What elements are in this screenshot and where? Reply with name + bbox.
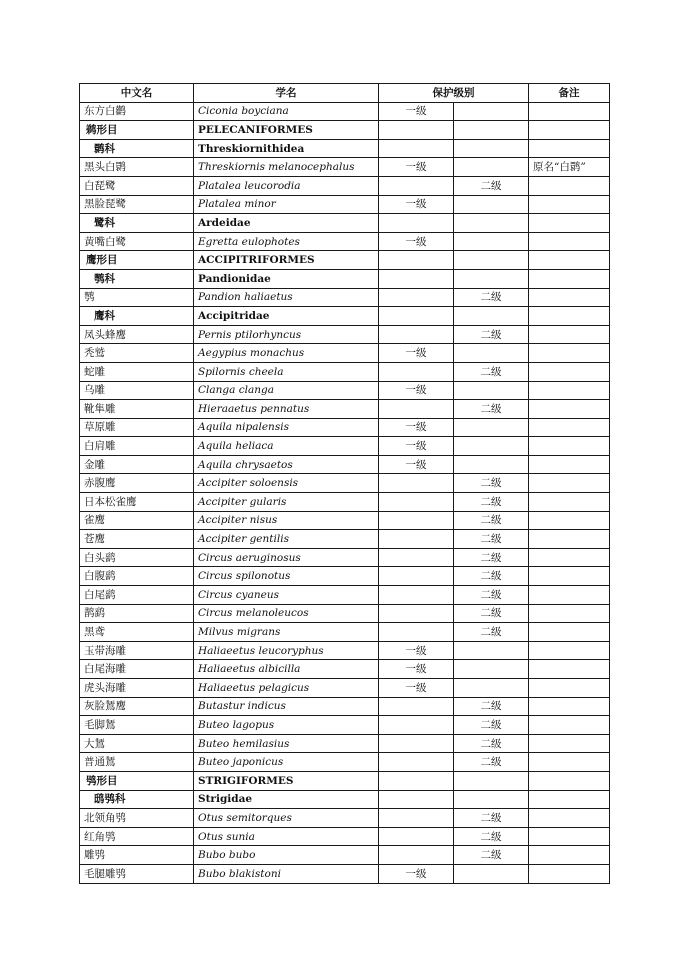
level-2-cell xyxy=(454,455,529,474)
scientific-name-cell: Strigidae xyxy=(194,790,379,809)
chinese-name-cell: 大鵟 xyxy=(80,734,194,753)
chinese-name-cell: 红角鸮 xyxy=(80,827,194,846)
level-2-cell xyxy=(454,102,529,121)
level-2-cell: 二级 xyxy=(454,586,529,605)
note-cell xyxy=(529,325,610,344)
level-2-cell: 二级 xyxy=(454,604,529,623)
table-header-row xyxy=(80,84,610,103)
chinese-name-cell: 秃鹫 xyxy=(80,344,194,363)
note-cell xyxy=(529,232,610,251)
chinese-name-cell: 白琵鹭 xyxy=(80,176,194,195)
chinese-name-cell: 黑脸琵鹭 xyxy=(80,195,194,214)
note-cell xyxy=(529,344,610,363)
level-2-cell xyxy=(454,660,529,679)
level-1-cell xyxy=(379,586,454,605)
table-row xyxy=(80,325,610,344)
level-2-cell xyxy=(454,771,529,790)
level-2-cell: 二级 xyxy=(454,325,529,344)
chinese-name-cell: 鹊鹞 xyxy=(80,604,194,623)
scientific-name-cell: Buteo japonicus xyxy=(194,753,379,772)
table-row xyxy=(80,362,610,381)
scientific-name-cell: Haliaeetus pelagicus xyxy=(194,679,379,698)
note-cell xyxy=(529,567,610,586)
table-row xyxy=(80,734,610,753)
scientific-name-cell: STRIGIFORMES xyxy=(194,771,379,790)
note-cell xyxy=(529,641,610,660)
scientific-name-cell: Circus spilonotus xyxy=(194,567,379,586)
note-cell xyxy=(529,734,610,753)
chinese-name-cell: 靴隼雕 xyxy=(80,400,194,419)
scientific-name-cell: Milvus migrans xyxy=(194,623,379,642)
scientific-name-cell: Threskiornithidea xyxy=(194,139,379,158)
table-row xyxy=(80,102,610,121)
level-2-cell: 二级 xyxy=(454,623,529,642)
chinese-name-cell: 白尾鹞 xyxy=(80,586,194,605)
scientific-name-cell: Bubo bubo xyxy=(194,846,379,865)
level-2-cell: 二级 xyxy=(454,511,529,530)
scientific-name-cell: Ciconia boyciana xyxy=(194,102,379,121)
scientific-name-cell: Ardeidae xyxy=(194,214,379,233)
level-2-cell: 二级 xyxy=(454,753,529,772)
level-2-cell: 二级 xyxy=(454,474,529,493)
level-1-cell xyxy=(379,121,454,140)
table-row xyxy=(80,753,610,772)
scientific-name-cell: Butastur indicus xyxy=(194,697,379,716)
scientific-name-cell: Haliaeetus leucoryphus xyxy=(194,641,379,660)
order-row xyxy=(80,251,610,270)
scientific-name-cell: PELECANIFORMES xyxy=(194,121,379,140)
scientific-name-cell: Circus cyaneus xyxy=(194,586,379,605)
note-cell xyxy=(529,604,610,623)
chinese-name-cell: 灰脸鵟鹰 xyxy=(80,697,194,716)
family-row xyxy=(80,790,610,809)
chinese-name-cell: 赤腹鹰 xyxy=(80,474,194,493)
level-1-cell xyxy=(379,511,454,530)
level-1-cell xyxy=(379,288,454,307)
level-2-cell xyxy=(454,158,529,177)
note-cell xyxy=(529,586,610,605)
note-cell xyxy=(529,660,610,679)
chinese-name-cell: 毛腿雕鸮 xyxy=(80,864,194,883)
note-cell xyxy=(529,176,610,195)
scientific-name-cell: Pandion haliaetus xyxy=(194,288,379,307)
note-cell xyxy=(529,307,610,326)
level-1-cell xyxy=(379,269,454,288)
level-2-cell xyxy=(454,307,529,326)
level-1-cell: 一级 xyxy=(379,102,454,121)
chinese-name-cell: 鹰科 xyxy=(80,307,194,326)
table-row xyxy=(80,232,610,251)
level-1-cell: 一级 xyxy=(379,864,454,883)
level-1-cell xyxy=(379,623,454,642)
chinese-name-cell: 乌雕 xyxy=(80,381,194,400)
note-cell xyxy=(529,790,610,809)
note-cell xyxy=(529,716,610,735)
level-2-cell: 二级 xyxy=(454,530,529,549)
level-2-cell: 二级 xyxy=(454,362,529,381)
level-2-cell: 二级 xyxy=(454,846,529,865)
family-row xyxy=(80,269,610,288)
scientific-name-cell: Circus melanoleucos xyxy=(194,604,379,623)
family-row xyxy=(80,214,610,233)
level-1-cell xyxy=(379,530,454,549)
level-1-cell xyxy=(379,214,454,233)
scientific-name-cell: Aquila heliaca xyxy=(194,437,379,456)
note-cell xyxy=(529,511,610,530)
table-row xyxy=(80,418,610,437)
table-row xyxy=(80,400,610,419)
level-1-cell xyxy=(379,567,454,586)
note-cell xyxy=(529,418,610,437)
level-1-cell xyxy=(379,400,454,419)
chinese-name-cell: 鹈形目 xyxy=(80,121,194,140)
chinese-name-cell: 苍鹰 xyxy=(80,530,194,549)
note-cell xyxy=(529,530,610,549)
scientific-name-cell: Accipiter gularis xyxy=(194,493,379,512)
scientific-name-cell: Egretta eulophotes xyxy=(194,232,379,251)
scientific-name-cell: Accipiter gentilis xyxy=(194,530,379,549)
table-row xyxy=(80,679,610,698)
note-cell xyxy=(529,771,610,790)
table-row xyxy=(80,586,610,605)
note-cell xyxy=(529,214,610,233)
chinese-name-cell: 北领角鸮 xyxy=(80,809,194,828)
note-cell xyxy=(529,827,610,846)
level-2-cell: 二级 xyxy=(454,716,529,735)
table-row xyxy=(80,455,610,474)
scientific-name-cell: Otus semitorques xyxy=(194,809,379,828)
level-1-cell: 一级 xyxy=(379,195,454,214)
level-1-cell: 一级 xyxy=(379,437,454,456)
scientific-name-cell: Hieraaetus pennatus xyxy=(194,400,379,419)
level-1-cell xyxy=(379,734,454,753)
chinese-name-cell: 凤头蜂鹰 xyxy=(80,325,194,344)
table-row xyxy=(80,623,610,642)
level-1-cell: 一级 xyxy=(379,418,454,437)
level-1-cell xyxy=(379,697,454,716)
level-1-cell xyxy=(379,362,454,381)
scientific-name-cell: ACCIPITRIFORMES xyxy=(194,251,379,270)
chinese-name-cell: 玉带海雕 xyxy=(80,641,194,660)
order-row xyxy=(80,771,610,790)
level-2-cell xyxy=(454,381,529,400)
level-1-cell xyxy=(379,176,454,195)
scientific-name-cell: Pandionidae xyxy=(194,269,379,288)
note-cell xyxy=(529,493,610,512)
scientific-name-cell: Pernis ptilorhyncus xyxy=(194,325,379,344)
scientific-name-cell: Circus aeruginosus xyxy=(194,548,379,567)
table-row xyxy=(80,344,610,363)
scientific-name-cell: Otus sunia xyxy=(194,827,379,846)
note-cell xyxy=(529,269,610,288)
chinese-name-cell: 鹗科 xyxy=(80,269,194,288)
level-1-cell xyxy=(379,827,454,846)
header-protection-level: 保护级别 xyxy=(379,84,529,103)
level-1-cell xyxy=(379,493,454,512)
note-cell xyxy=(529,679,610,698)
scientific-name-cell: Aquila chrysaetos xyxy=(194,455,379,474)
note-cell xyxy=(529,455,610,474)
table-row xyxy=(80,660,610,679)
note-cell xyxy=(529,102,610,121)
level-2-cell xyxy=(454,121,529,140)
scientific-name-cell: Accipitridae xyxy=(194,307,379,326)
level-2-cell xyxy=(454,232,529,251)
level-2-cell: 二级 xyxy=(454,827,529,846)
level-2-cell xyxy=(454,344,529,363)
scientific-name-cell: Platalea leucorodia xyxy=(194,176,379,195)
table-row xyxy=(80,158,610,177)
chinese-name-cell: 鹭科 xyxy=(80,214,194,233)
chinese-name-cell: 草原雕 xyxy=(80,418,194,437)
level-1-cell: 一级 xyxy=(379,158,454,177)
scientific-name-cell: Accipiter soloensis xyxy=(194,474,379,493)
chinese-name-cell: 白肩雕 xyxy=(80,437,194,456)
scientific-name-cell: Clanga clanga xyxy=(194,381,379,400)
note-cell xyxy=(529,623,610,642)
scientific-name-cell: Bubo blakistoni xyxy=(194,864,379,883)
table-row xyxy=(80,288,610,307)
scientific-name-cell: Platalea minor xyxy=(194,195,379,214)
table-row xyxy=(80,437,610,456)
protected-species-table xyxy=(79,83,610,884)
table-row xyxy=(80,474,610,493)
level-2-cell xyxy=(454,679,529,698)
level-1-cell xyxy=(379,604,454,623)
scientific-name-cell: Threskiornis melanocephalus xyxy=(194,158,379,177)
scientific-name-cell: Buteo lagopus xyxy=(194,716,379,735)
chinese-name-cell: 鹗 xyxy=(80,288,194,307)
table-row xyxy=(80,809,610,828)
note-cell xyxy=(529,846,610,865)
level-2-cell: 二级 xyxy=(454,567,529,586)
chinese-name-cell: 雕鸮 xyxy=(80,846,194,865)
note-cell xyxy=(529,195,610,214)
note-cell xyxy=(529,362,610,381)
chinese-name-cell: 东方白鹳 xyxy=(80,102,194,121)
scientific-name-cell: Accipiter nisus xyxy=(194,511,379,530)
chinese-name-cell: 黑鸢 xyxy=(80,623,194,642)
header-scientific-name: 学名 xyxy=(194,84,379,103)
level-2-cell xyxy=(454,251,529,270)
table-row xyxy=(80,827,610,846)
scientific-name-cell: Spilornis cheela xyxy=(194,362,379,381)
chinese-name-cell: 鸱鸮科 xyxy=(80,790,194,809)
note-cell xyxy=(529,121,610,140)
note-cell xyxy=(529,864,610,883)
chinese-name-cell: 雀鹰 xyxy=(80,511,194,530)
level-1-cell: 一级 xyxy=(379,679,454,698)
chinese-name-cell: 毛脚鵟 xyxy=(80,716,194,735)
chinese-name-cell: 鹰形目 xyxy=(80,251,194,270)
level-1-cell: 一级 xyxy=(379,641,454,660)
table-row xyxy=(80,846,610,865)
level-2-cell: 二级 xyxy=(454,400,529,419)
table-body xyxy=(80,102,610,883)
note-cell xyxy=(529,809,610,828)
scientific-name-cell: Haliaeetus albicilla xyxy=(194,660,379,679)
level-2-cell: 二级 xyxy=(454,809,529,828)
chinese-name-cell: 金雕 xyxy=(80,455,194,474)
level-1-cell: 一级 xyxy=(379,660,454,679)
table-row xyxy=(80,548,610,567)
table-row xyxy=(80,511,610,530)
level-1-cell xyxy=(379,753,454,772)
chinese-name-cell: 鸮形目 xyxy=(80,771,194,790)
header-notes: 备注 xyxy=(529,84,610,103)
level-2-cell xyxy=(454,139,529,158)
table-row xyxy=(80,697,610,716)
level-2-cell xyxy=(454,418,529,437)
chinese-name-cell: 蛇雕 xyxy=(80,362,194,381)
note-cell xyxy=(529,288,610,307)
level-1-cell: 一级 xyxy=(379,344,454,363)
note-cell: 原名“白鹮” xyxy=(529,158,610,177)
level-2-cell: 二级 xyxy=(454,548,529,567)
level-2-cell: 二级 xyxy=(454,734,529,753)
chinese-name-cell: 日本松雀鹰 xyxy=(80,493,194,512)
level-1-cell xyxy=(379,548,454,567)
table-row xyxy=(80,195,610,214)
note-cell xyxy=(529,697,610,716)
level-1-cell: 一级 xyxy=(379,381,454,400)
scientific-name-cell: Buteo hemilasius xyxy=(194,734,379,753)
level-2-cell xyxy=(454,214,529,233)
level-2-cell xyxy=(454,195,529,214)
level-2-cell: 二级 xyxy=(454,493,529,512)
note-cell xyxy=(529,251,610,270)
level-2-cell xyxy=(454,269,529,288)
level-1-cell xyxy=(379,846,454,865)
chinese-name-cell: 白头鹞 xyxy=(80,548,194,567)
chinese-name-cell: 黄嘴白鹭 xyxy=(80,232,194,251)
level-1-cell xyxy=(379,307,454,326)
table-row xyxy=(80,716,610,735)
level-1-cell xyxy=(379,716,454,735)
level-2-cell xyxy=(454,790,529,809)
scientific-name-cell: Aegypius monachus xyxy=(194,344,379,363)
level-1-cell: 一级 xyxy=(379,232,454,251)
chinese-name-cell: 虎头海雕 xyxy=(80,679,194,698)
note-cell xyxy=(529,548,610,567)
level-2-cell xyxy=(454,864,529,883)
note-cell xyxy=(529,437,610,456)
note-cell xyxy=(529,474,610,493)
table-row xyxy=(80,864,610,883)
family-row xyxy=(80,139,610,158)
table-row xyxy=(80,567,610,586)
table-row xyxy=(80,641,610,660)
chinese-name-cell: 普通鵟 xyxy=(80,753,194,772)
header-chinese-name: 中文名 xyxy=(80,84,194,103)
note-cell xyxy=(529,753,610,772)
table-row xyxy=(80,176,610,195)
note-cell xyxy=(529,400,610,419)
level-1-cell xyxy=(379,325,454,344)
chinese-name-cell: 白腹鹞 xyxy=(80,567,194,586)
table-row xyxy=(80,381,610,400)
level-1-cell xyxy=(379,809,454,828)
chinese-name-cell: 鹮科 xyxy=(80,139,194,158)
table-row xyxy=(80,493,610,512)
level-2-cell: 二级 xyxy=(454,288,529,307)
level-2-cell: 二级 xyxy=(454,176,529,195)
family-row xyxy=(80,307,610,326)
table-row xyxy=(80,530,610,549)
table-row xyxy=(80,604,610,623)
level-2-cell xyxy=(454,641,529,660)
scientific-name-cell: Aquila nipalensis xyxy=(194,418,379,437)
level-1-cell xyxy=(379,771,454,790)
level-2-cell: 二级 xyxy=(454,697,529,716)
level-1-cell: 一级 xyxy=(379,455,454,474)
chinese-name-cell: 白尾海雕 xyxy=(80,660,194,679)
level-1-cell xyxy=(379,790,454,809)
level-2-cell xyxy=(454,437,529,456)
order-row xyxy=(80,121,610,140)
note-cell xyxy=(529,381,610,400)
note-cell xyxy=(529,139,610,158)
level-1-cell xyxy=(379,139,454,158)
level-1-cell xyxy=(379,251,454,270)
level-1-cell xyxy=(379,474,454,493)
chinese-name-cell: 黑头白鹮 xyxy=(80,158,194,177)
